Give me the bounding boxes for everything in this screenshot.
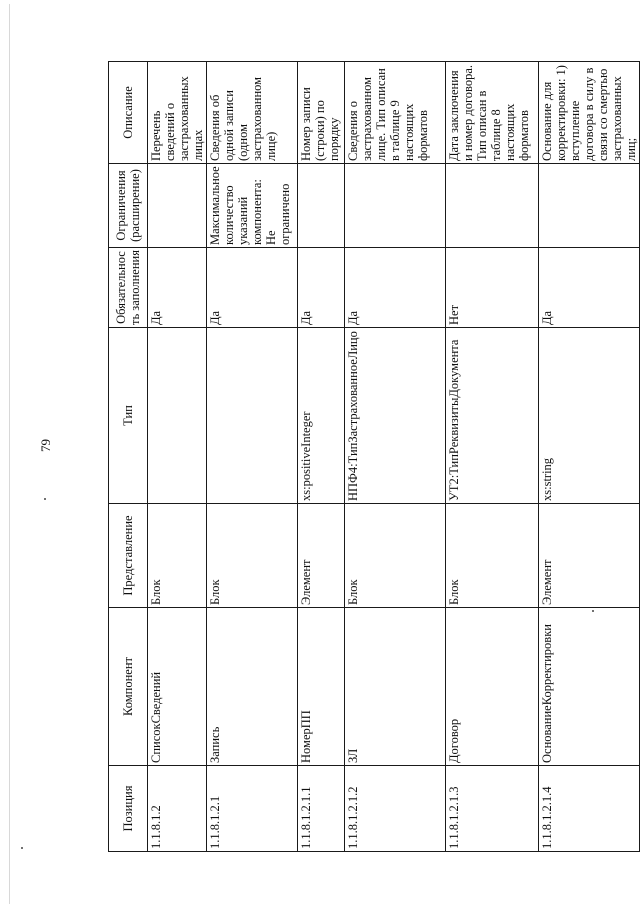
cell-description: Сведения об одной записи (одном застрахованном лице) xyxy=(207,62,298,164)
cell-type: xs:string xyxy=(539,328,640,504)
cell-required: Да xyxy=(148,248,207,328)
cell-position: 1.1.8.1.2.1 xyxy=(207,766,298,852)
cell-type: xs:positiveInteger xyxy=(298,328,345,504)
cell-component: ЗЛ xyxy=(345,608,446,766)
table-row xyxy=(298,62,345,852)
cell-required: Да xyxy=(207,248,298,328)
table-row xyxy=(345,62,446,852)
table-row xyxy=(207,62,298,852)
cell-restrictions xyxy=(345,164,446,248)
cell-required: Да xyxy=(298,248,345,328)
scan-edge-line xyxy=(9,4,10,904)
cell-description: Перечень сведений о застрахованных лицах xyxy=(148,62,207,164)
cell-position: 1.1.8.1.2.1.3 xyxy=(446,766,539,852)
cell-type: НПФ4:ТипЗастрахованноеЛицо xyxy=(345,328,446,504)
cell-restrictions xyxy=(539,164,640,248)
cell-restrictions xyxy=(446,164,539,248)
scan-speck xyxy=(44,498,46,500)
cell-description: Основание для корректировки: 1) вступление договора в силу в связи со смертью застрахованных лиц; xyxy=(539,62,640,164)
cell-restrictions: Максимальное количество указаний компонента: Не ограничено xyxy=(207,164,298,248)
cell-representation: Блок xyxy=(148,504,207,608)
header-required: Обязательность заполнения xyxy=(109,248,148,328)
table-row xyxy=(446,62,539,852)
cell-required: Да xyxy=(345,248,446,328)
rotated-table-container xyxy=(108,62,638,852)
header-type: Тип xyxy=(109,328,148,504)
cell-representation: Блок xyxy=(207,504,298,608)
cell-description: Дата заключения и номер договора. Тип описан в таблице 8 настоящих форматов xyxy=(446,62,539,164)
cell-component: НомерПП xyxy=(298,608,345,766)
header-row xyxy=(109,62,148,852)
cell-required: Нет xyxy=(446,248,539,328)
cell-representation: Элемент xyxy=(298,504,345,608)
cell-position: 1.1.8.1.2.1.2 xyxy=(345,766,446,852)
cell-required: Да xyxy=(539,248,640,328)
cell-representation: Элемент xyxy=(539,504,640,608)
header-restrictions: Ограничения (расширение) xyxy=(109,164,148,248)
scan-speck xyxy=(21,847,23,849)
cell-position: 1.1.8.1.2.1.1 xyxy=(298,766,345,852)
cell-description: Номер записи (строки) по порядку xyxy=(298,62,345,164)
cell-type xyxy=(207,328,298,504)
cell-type xyxy=(148,328,207,504)
cell-restrictions xyxy=(148,164,207,248)
cell-position: 1.1.8.1.2.1.4 xyxy=(539,766,640,852)
cell-representation: Блок xyxy=(345,504,446,608)
header-description: Описание xyxy=(109,62,148,164)
cell-component: Договор xyxy=(446,608,539,766)
cell-restrictions xyxy=(298,164,345,248)
header-component: Компонент xyxy=(109,608,148,766)
cell-type: УТ2:ТипРеквизитыДокумента xyxy=(446,328,539,504)
cell-description: Сведения о застрахованном лице. Тип описан в таблице 9 настоящих форматов xyxy=(345,62,446,164)
table-row xyxy=(148,62,207,852)
cell-position: 1.1.8.1.2 xyxy=(148,766,207,852)
cell-component: ОснованиеКорректировки xyxy=(539,608,640,766)
header-representation: Представление xyxy=(109,504,148,608)
cell-component: Запись xyxy=(207,608,298,766)
cell-representation: Блок xyxy=(446,504,539,608)
page-number: 79 xyxy=(38,439,53,452)
specification-table xyxy=(108,61,640,852)
cell-component: СписокСведений xyxy=(148,608,207,766)
table-row xyxy=(539,62,640,852)
header-position: Позиция xyxy=(109,766,148,852)
